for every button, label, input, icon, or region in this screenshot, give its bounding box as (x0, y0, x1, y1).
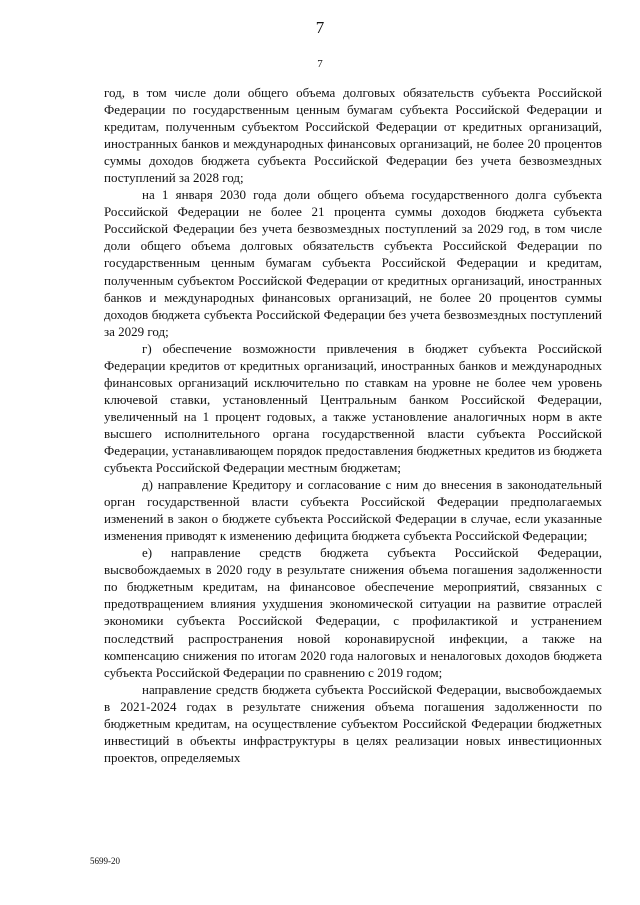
paragraph-funds-2021-2024: направление средств бюджета субъекта Российской Федерации, высвобождаемых в 2021-2024 годах в результате снижения объема погашения задолженности по бюджетным кредитам, на осуществление субъектом Российской Федерации бюджетных инвестиций в объекты инфраструктуры в целях реализации новых инвестиционных проектов, определяемых (104, 681, 602, 765)
paragraph-g-credit-rates: г) обеспечение возможности привлечения в бюджет субъекта Российской Федерации кредитов от кредитных организаций, иностранных банков и международных финансовых организаций исключительно по ставкам на уровне не более чем уровень ключевой ставки, установленный Центральным банком Российской Федерации, увеличенный на 1 процент годовых, а также установление аналогичных норм в акте высшего исполнительного органа государственной власти субъекта Российской Федерации, устанавливающем порядок предоставления бюджетных кредитов из бюджета субъекта Российской Федерации местным бюджетам; (104, 340, 602, 476)
document-code: 5699-20 (90, 856, 120, 866)
document-body (104, 84, 602, 766)
page-number-inner: 7 (317, 58, 323, 70)
page-number-top: 7 (315, 18, 325, 37)
paragraph-e-funds-2020: е) направление средств бюджета субъекта Российской Федерации, высвобождаемых в 2020 году в результате снижения объема погашения задолженности по бюджетным кредитам, на финансовое обеспечение мероприятий, связанных с предотвращением влияния ухудшения экономической ситуации на развитие отраслей экономики субъекта Российской Федерации, с профилактикой и устранением последствий распространения новой коронавирусной инфекции, а также на компенсацию снижения по итогам 2020 года налоговых и неналоговых доходов бюджета субъекта Российской Федерации по сравнению с 2019 годом; (104, 545, 602, 680)
paragraph-d-creditor-approval: д) направление Кредитору и согласование с ним до внесения в законодательный орган государственной власти субъекта Российской Федерации предполагаемых изменений в закон о бюджете субъекта Российской Федерации в случае, если указанные изменения приводят к изменению дефицита бюджета субъекта Российской Федерации; (104, 477, 602, 544)
paragraph-2030-debt: на 1 января 2030 года доли общего объема государственного долга субъекта Российской Федерации не более 21 процента суммы доходов бюджета субъекта Российской Федерации без учета безвозмездных поступлений за 2029 год, в том числе доли общего объема долговых обязательств субъекта Российской Федерации по государственным ценным бумагам субъекта Российской Федерации и кредитам, полученным субъектом Российской Федерации от кредитных организаций, иностранных банков и международных финансовых организаций, не более 20 процентов суммы доходов бюджета субъекта Российской Федерации без учета безвозмездных поступлений за 2029 год; (104, 187, 602, 339)
paragraph-continuation: год, в том числе доли общего объема долговых обязательств субъекта Российской Федерации по государственным ценным бумагам субъекта Российской Федерации и кредитам, полученным субъектом Российской Федерации от кредитных организаций, иностранных банков и международных финансовых организаций, не более 20 процентов суммы доходов бюджета субъекта Российской Федерации без учета безвозмездных поступлений за 2028 год; (104, 85, 602, 186)
